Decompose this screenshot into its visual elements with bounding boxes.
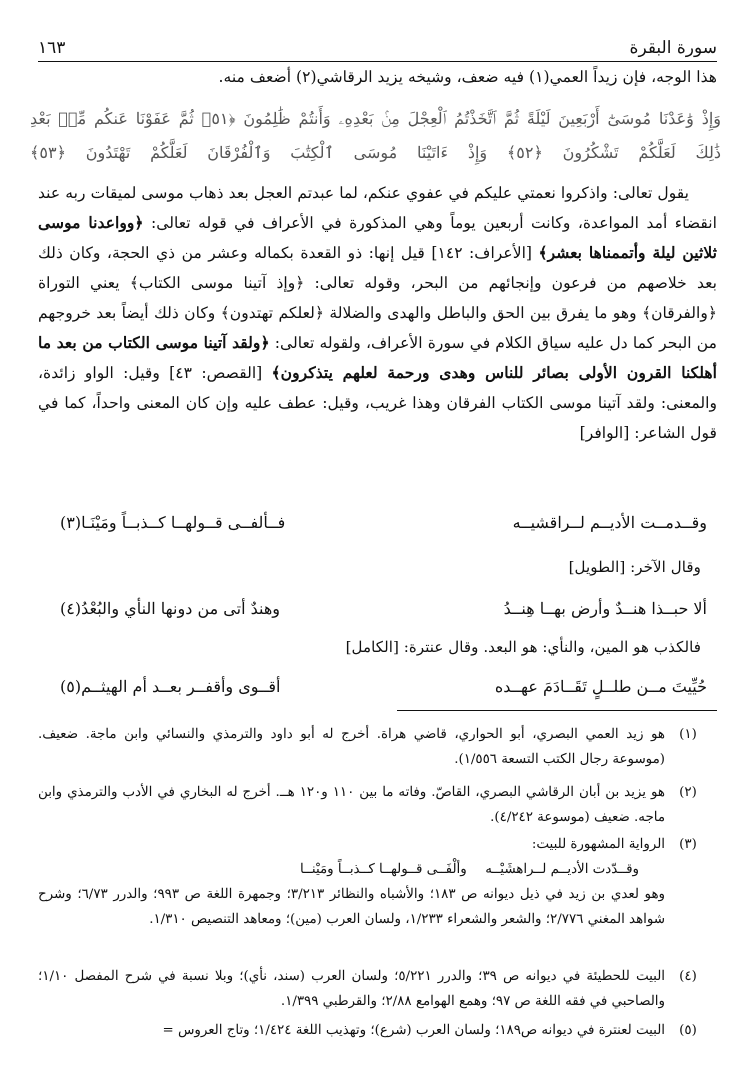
footnote-5-number: (٥)	[679, 1023, 697, 1038]
footnote-3-source-text: وهو لعدي بن زيد في ذيل ديوانه ص ١٨٣؛ والأشباه والنظائر ٣/٢١٣؛ وجمهرة اللغة ص ٩٩٣؛ والدرر ٦/٧٣؛ وشرح شواهد المغني ٢/٧٧٦؛ والشعر والشعراء ١/٢٣٣، ولسان العرب (مين)؛ ومعاهد التنصيص ١/٣١٠.	[38, 887, 665, 927]
commentary-text-2: [الأعراف: ١٤٢] قيل إنها: ذو القعدة بكماله وعشر من ذي الحجة، وكان ذلك بعد خلاصهم من فرعون وإنجائهم من البحر، وقوله تعالى: ﴿وإذ آتينا موسى الكتاب﴾ يعني التوراة ﴿والفرقان﴾ وهو ما يفرق بين الحق والباطل والهدى والضلالة ﴿لعلكم تهتدون﴾ وكان ذلك أيضاً بعد خروجهم من البحر كما دل عليه سياق الكلام في سورة الأعراف، ولقوله تعالى:	[38, 244, 717, 352]
footnote-5	[38, 1018, 711, 1043]
quran-verses	[30, 102, 721, 170]
commentary-paragraph	[38, 178, 717, 448]
footnote-divider	[397, 710, 717, 711]
poem-verse-2	[60, 594, 707, 624]
footnote-3	[38, 832, 711, 857]
verse-1-left-hemistich: فــألفــى قــولهــا كــذبــاً ومَيْنَـا(٣)	[60, 513, 286, 532]
verse-3-left-hemistich: أقــوى وأقفــر بعــد أم الهيثــم(٥)	[60, 677, 281, 696]
footnote-4-text: البيت للحطيئة في ديوانه ص ٣٩؛ والدرر ٥/٢٢١؛ ولسان العرب (سند، نأي)؛ وبلا نسبة في شرح المفصل ١/١٠؛ والصاحبي في فقه اللغة ص ٩٧؛ وهمع الهوامع ٢/٨٨؛ والقرطبي ١/٣٩٩.	[38, 969, 666, 1009]
ayah-quote-2: ﴿ولقد آتينا موسى الكتاب من بعد ما أهلكنا القرون الأولى بصائر للناس وهدى ورحمة لعلهم يتذكرون﴾	[38, 333, 717, 382]
footnote-1-text: هو زيد العمي البصري، أبو الحواري، قاضي هراة. أخرج له أبو داود والترمذي والنسائي وابن ماجة. ضعيف. (موسوعة رجال الكتب التسعة ١/٥٥٦).	[38, 727, 665, 767]
page-number: ١٦٣	[38, 38, 66, 58]
footnote-3-verse-right: وقــدّدت الأديــم لــراهشَيْــه	[485, 862, 639, 877]
intro-line: هذا الوجه، فإن زيداً العمي(١) فيه ضعف، وشيخه يزيد الرقاشي(٢) أضعف منه.	[218, 68, 717, 86]
footnote-2-text: هو يزيد بن أبان الرقاشي البصري، القاصّ. وفاته ما بين ١١٠ و١٢٠ هــ. أخرج له البخاري في الأدب والترمذي وابن ماجه. ضعيف (موسوعة ٤/٢٤٢).	[38, 785, 665, 825]
meter-note-taweel: وقال الآخر: [الطويل]	[568, 558, 701, 576]
meter-note-kamil: فالكذب هو المين، والنأي: هو البعد. وقال عنترة: [الكامل]	[345, 638, 701, 656]
commentary-text-1: يقول تعالى: واذكروا نعمتي عليكم في عفوي عنكم، لما عبدتم العجل بعد ذهاب موسى لميقات ربه عند انقضاء أمد المواعدة، وكانت أربعين يوماً وهي المذكورة في الأعراف في قوله تعالى:	[38, 184, 717, 232]
footnote-1	[38, 722, 711, 772]
poem-verse-3	[60, 672, 707, 702]
footnote-4-number: (٤)	[679, 969, 697, 984]
footnote-3-source	[38, 882, 711, 932]
verse-2-right-hemistich: ألا حبــذا هنــدٌ وأرض بهــا هِنــدُ	[503, 599, 707, 618]
footnote-3-text: الرواية المشهورة للبيت:	[531, 837, 665, 852]
footnote-2-number: (٢)	[679, 785, 697, 800]
verse-1-right-hemistich: وقــدمــت الأديــم لــراقشيــه	[512, 513, 707, 532]
footnote-3-verse-left: وألْفَــى قــولهــا كــذبــاً ومَيْنــا	[300, 862, 467, 877]
page-header	[38, 30, 717, 62]
quran-line-2: ذَٰلِكَ لَعَلَّكُمْ تَشْكُرُونَ ﴿٥٢﴾ وَإِذْ ءَاتَيْنَا مُوسَى ٱلْكِتَٰبَ وَٱلْفُرْقَانَ لَعَلَّكُمْ تَهْتَدُونَ ﴿٥٣﴾	[30, 143, 722, 162]
quran-line-1: وَإِذْ وَٰعَدْنَا مُوسَىٰٓ أَرْبَعِينَ لَيْلَةً ثُمَّ ٱتَّخَذْتُمُ ٱلْعِجْلَ مِنۢ بَعْدِهِۦ وَأَنتُمْ ظَٰلِمُونَ ﴿٥١﴾ ثُمَّ عَفَوْنَا عَنكُم مِّنۢ بَعْدِ	[30, 109, 721, 128]
footnote-3-verse	[300, 857, 639, 882]
footnote-2	[38, 780, 711, 830]
footnote-5-text: البيت لعنترة في ديوانه ص١٨٩؛ ولسان العرب (شرع)؛ وتهذيب اللغة ١/٤٢٤؛ وتاج العروس =	[162, 1023, 665, 1038]
footnote-3-number: (٣)	[679, 837, 697, 852]
verse-3-right-hemistich: حُيِّيتَ مــن طلــلٍ تَقَــادَمَ عهــده	[494, 677, 707, 696]
poem-verse-1	[60, 508, 707, 538]
footnote-4	[38, 964, 711, 1014]
ayah-quote-1: ﴿وواعدنا موسى ثلاثين ليلة وأتممناها بعشر﴾	[38, 213, 717, 262]
surah-title: سورة البقرة	[629, 38, 717, 58]
footnote-1-number: (١)	[679, 727, 697, 742]
verse-2-left-hemistich: وهندٌ أتى من دونها النأي والبُعْدُ(٤)	[60, 599, 280, 618]
commentary-text-3: [القصص: ٤٣] وقيل: الواو زائدة، والمعنى: ولقد آتينا موسى الكتاب الفرقان وهذا غريب، وقيل: عطف عليه وإن كان المعنى واحداً، كما في قول الشاعر: [الوافر]	[38, 364, 717, 442]
